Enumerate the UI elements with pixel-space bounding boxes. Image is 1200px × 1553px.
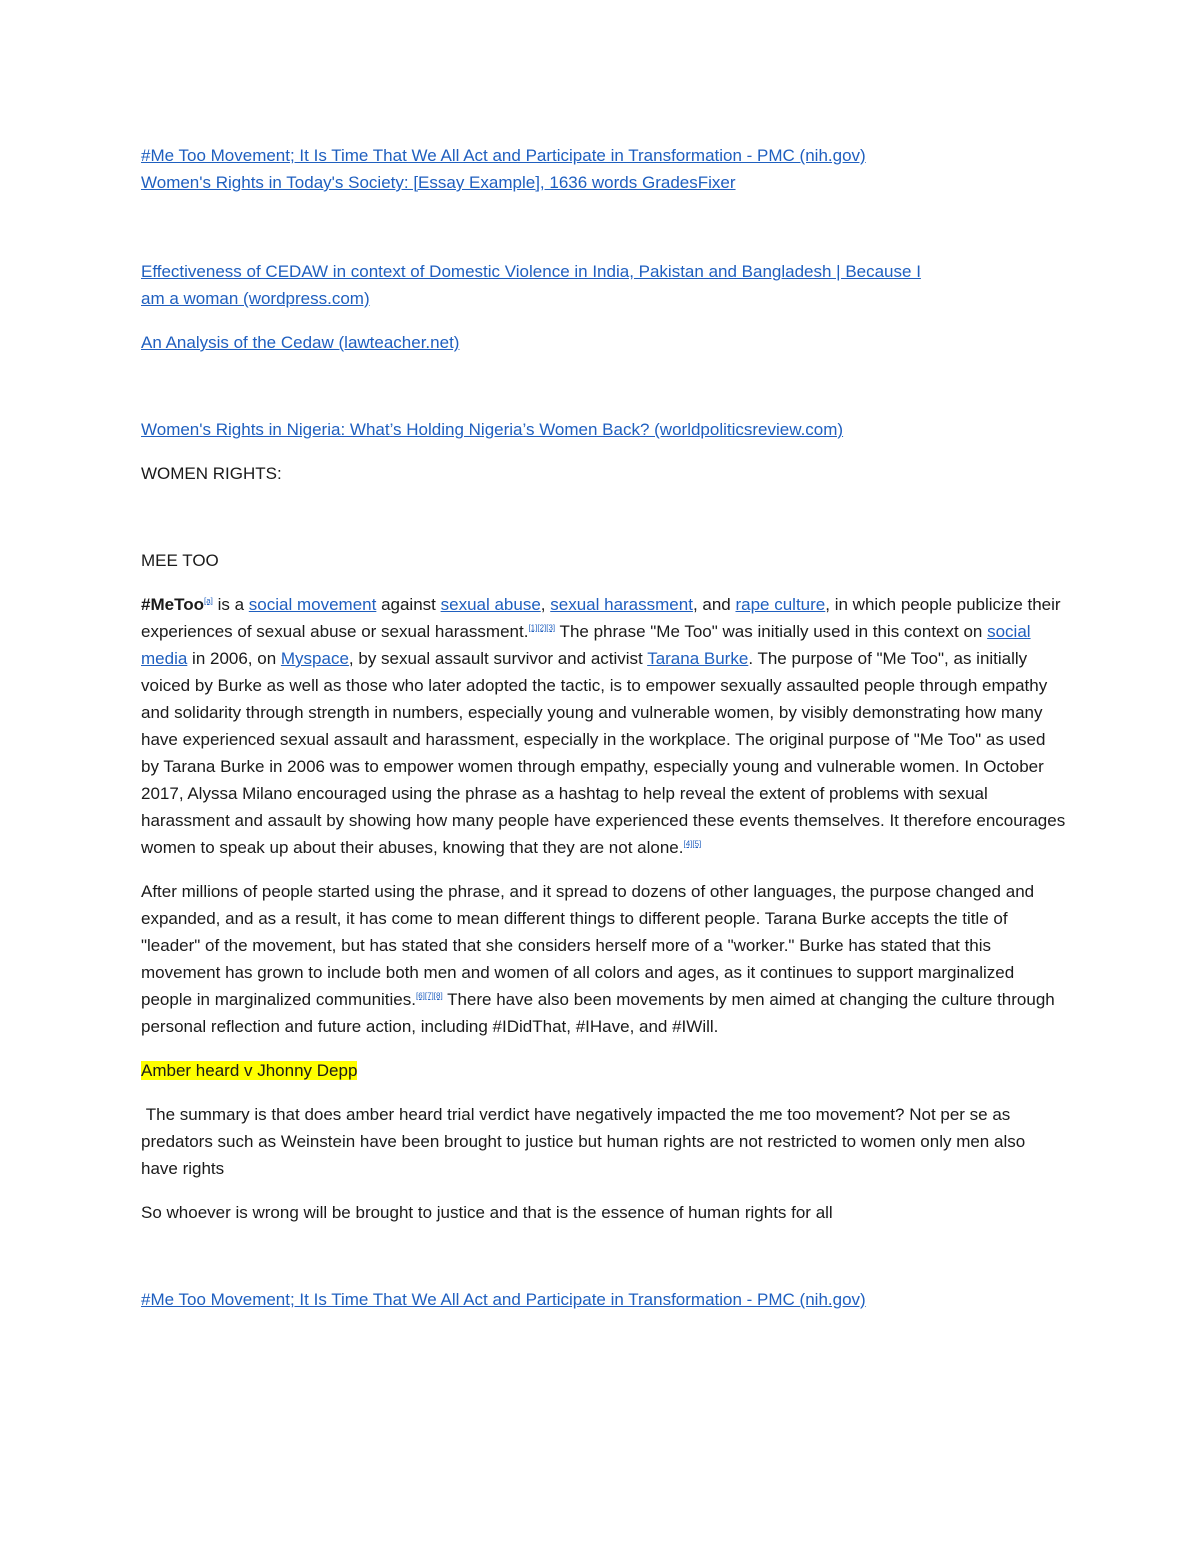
link-tarana-burke[interactable]: Tarana Burke bbox=[647, 649, 749, 668]
link-sexual-harassment[interactable]: sexual harassment bbox=[550, 595, 693, 614]
link-social-movement[interactable]: social movement bbox=[248, 595, 377, 614]
ref-bottom-paragraph bbox=[141, 1286, 1066, 1313]
ref-nigeria-paragraph bbox=[141, 416, 1066, 443]
metoo-term: #MeToo bbox=[141, 595, 204, 614]
metoo-paragraph-2: After millions of people started using the phrase, and it spread to dozens of other languages, the purpose changed and expanded, and as a result, it has come to mean different things to different people. Tarana Burke accepts the title of "leader" of the movement, but has stated that she considers herself more of a "worker." Burke has stated that this movement has grown to include both men and women of all colors and ages, as it continues to support marginalized people in marginalized communities.[6][7][8] There have also been movements by men aimed at changing the culture through personal reflection and future action, including #IDidThat, #IHave, and #IWill. bbox=[141, 882, 1055, 1036]
metoo-paragraph-1: #MeToo[a] is a social movement against sexual abuse, sexual harassment, and rape culture, in which people publicize their experiences of sexual abuse or sexual harassment.[1][2][3] The phrase "Me Too" was initially used in this context on social media in 2006, on Myspace, by sexual assault survivor and activist Tarana Burke. The purpose of "Me Too", as initially voiced by Burke as well as those who later adopted the tactic, is to empower sexually assaulted people through empathy and solidarity through strength in numbers, especially young and vulnerable women, by visibly demonstrating how many have experienced sexual assault and harassment, especially in the workplace. The original purpose of "Me Too" as used by Tarana Burke in 2006 was to empower women through empathy, especially young and vulnerable women. In October 2017, Alyssa Milano encouraged using the phrase as a hashtag to help reveal the extent of problems with sexual harassment and assault by showing how many people have experienced these events themselves. It therefore encourages women to speak up about their abuses, knowing that they are not alone.[4][5] bbox=[141, 595, 1066, 857]
heading-women-rights: WOMEN RIGHTS: bbox=[141, 464, 282, 483]
ref-link-cedaw-wordpress[interactable]: Effectiveness of CEDAW in context of Domestic Violence in India, Pakistan and Bangladesh | Because I am a woman (wordpress.com) bbox=[141, 262, 921, 308]
ref-lawteacher-paragraph bbox=[141, 329, 1066, 356]
heading-amber-depp: Amber heard v Jhonny Depp bbox=[141, 1061, 358, 1080]
heading-mee-too: MEE TOO bbox=[141, 551, 219, 570]
link-sexual-abuse[interactable]: sexual abuse bbox=[440, 595, 541, 614]
link-social-media[interactable]: social media bbox=[141, 622, 1031, 668]
ref-cedaw-paragraph bbox=[141, 258, 1066, 312]
refs-top bbox=[141, 142, 1066, 196]
footnote-a[interactable]: [a] bbox=[203, 596, 213, 606]
link-rape-culture[interactable]: rape culture bbox=[735, 595, 826, 614]
ref-link-metoo-pmc-bottom[interactable]: #Me Too Movement; It Is Time That We All Act and Participate in Transformation - PMC (nih.gov) bbox=[141, 1290, 866, 1309]
amber-paragraph-1: The summary is that does amber heard trial verdict have negatively impacted the me too movement? Not per se as predators such as Weinstein have been brought to justice but human rights are not restricted to women only men also have rights bbox=[141, 1105, 1030, 1178]
link-myspace[interactable]: Myspace bbox=[280, 649, 349, 668]
amber-paragraph-2: So whoever is wrong will be brought to justice and that is the essence of human rights for all bbox=[141, 1203, 833, 1222]
footnote-4-5[interactable]: [4][5] bbox=[683, 839, 702, 849]
ref-link-metoo-pmc[interactable]: #Me Too Movement; It Is Time That We All Act and Participate in Transformation - PMC (nih.gov) bbox=[141, 146, 866, 165]
ref-link-worldpoliticsreview[interactable]: Women's Rights in Nigeria: What’s Holding Nigeria’s Women Back? (worldpoliticsreview.com) bbox=[141, 420, 844, 439]
ref-link-gradesfixer[interactable]: Women's Rights in Today's Society: [Essay Example], 1636 words GradesFixer bbox=[141, 173, 736, 192]
ref-link-lawteacher[interactable]: An Analysis of the Cedaw (lawteacher.net) bbox=[141, 333, 460, 352]
footnote-1-2-3[interactable]: [1][2][3] bbox=[528, 623, 556, 633]
document-page bbox=[141, 142, 1066, 1313]
footnote-6-7-8[interactable]: [6][7][8] bbox=[415, 991, 443, 1001]
